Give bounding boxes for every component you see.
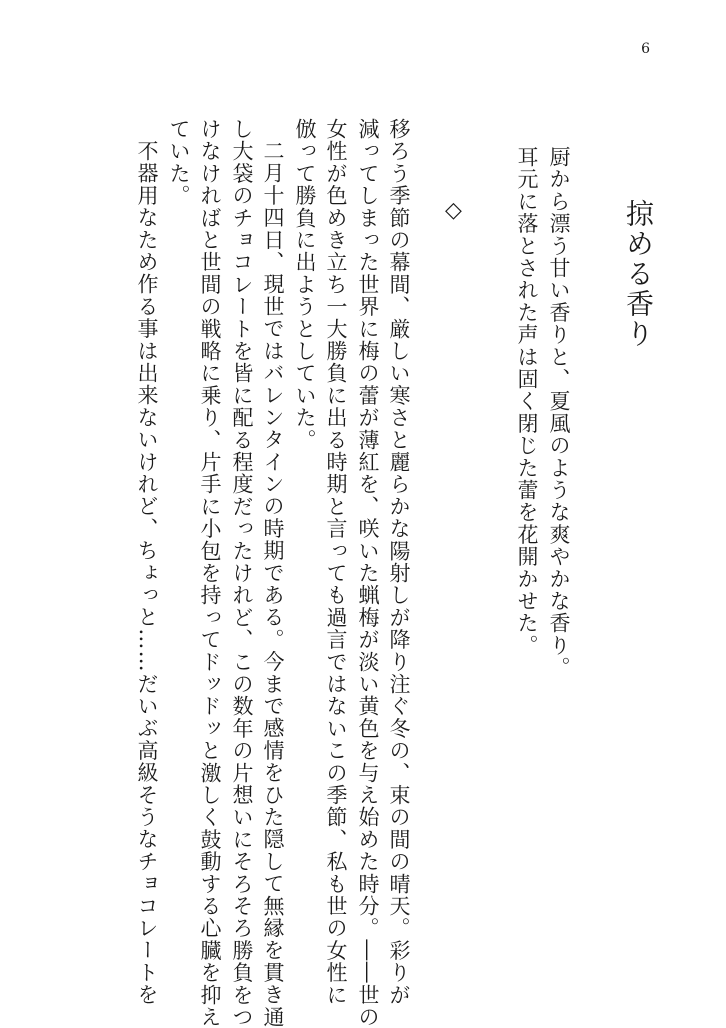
- body-line-3: 女性が色めき立ち一大勝負に出る時期と言っても過言ではないこの季節、私も世の女性に: [324, 118, 348, 1006]
- body-line-4: 倣って勝負に出ようとしていた。: [293, 118, 317, 451]
- body-line-1: 移ろう季節の幕間、厳しい寒さと麗らかな陽射しが降り注ぐ冬の、束の間の晴天。彩りが: [387, 118, 411, 1006]
- body-line-7: けなければと世間の戦略に乗り、片手に小包を持ってドッドッと激しく鼓動する心臓を抑え: [198, 118, 222, 1028]
- body-line-8: ていた。: [167, 118, 191, 207]
- page-number: 6: [641, 41, 650, 57]
- section-break-mark: ◇: [441, 198, 466, 225]
- body-line-6: し大袋のチョコレートを皆に配る程度だったけれど、この数年の片想いにそろそろ勝負をつ: [230, 118, 254, 1028]
- chapter-title: 掠める香り: [622, 199, 655, 349]
- epigraph-line-1: 厨から漂う甘い香りと、夏風のような爽やかな香り。: [547, 146, 571, 679]
- body-line-2: 減ってしまった世界に梅の蕾が薄紅を、咲いた蝋梅が淡い黄色を与え始めた時分。――世の: [356, 118, 380, 1028]
- body-line-5: 二月十四日、現世ではバレンタインの時期である。今まで感情をひた隠して無縁を貫き通: [261, 140, 285, 1028]
- epigraph-line-2: 耳元に落とされた声は固く閉じた蕾を花開かせた。: [515, 146, 539, 657]
- body-line-9: 不器用なため作る事は出来ないけれど、ちょっと……だいぶ高級そうなチョコレートを: [135, 140, 159, 1006]
